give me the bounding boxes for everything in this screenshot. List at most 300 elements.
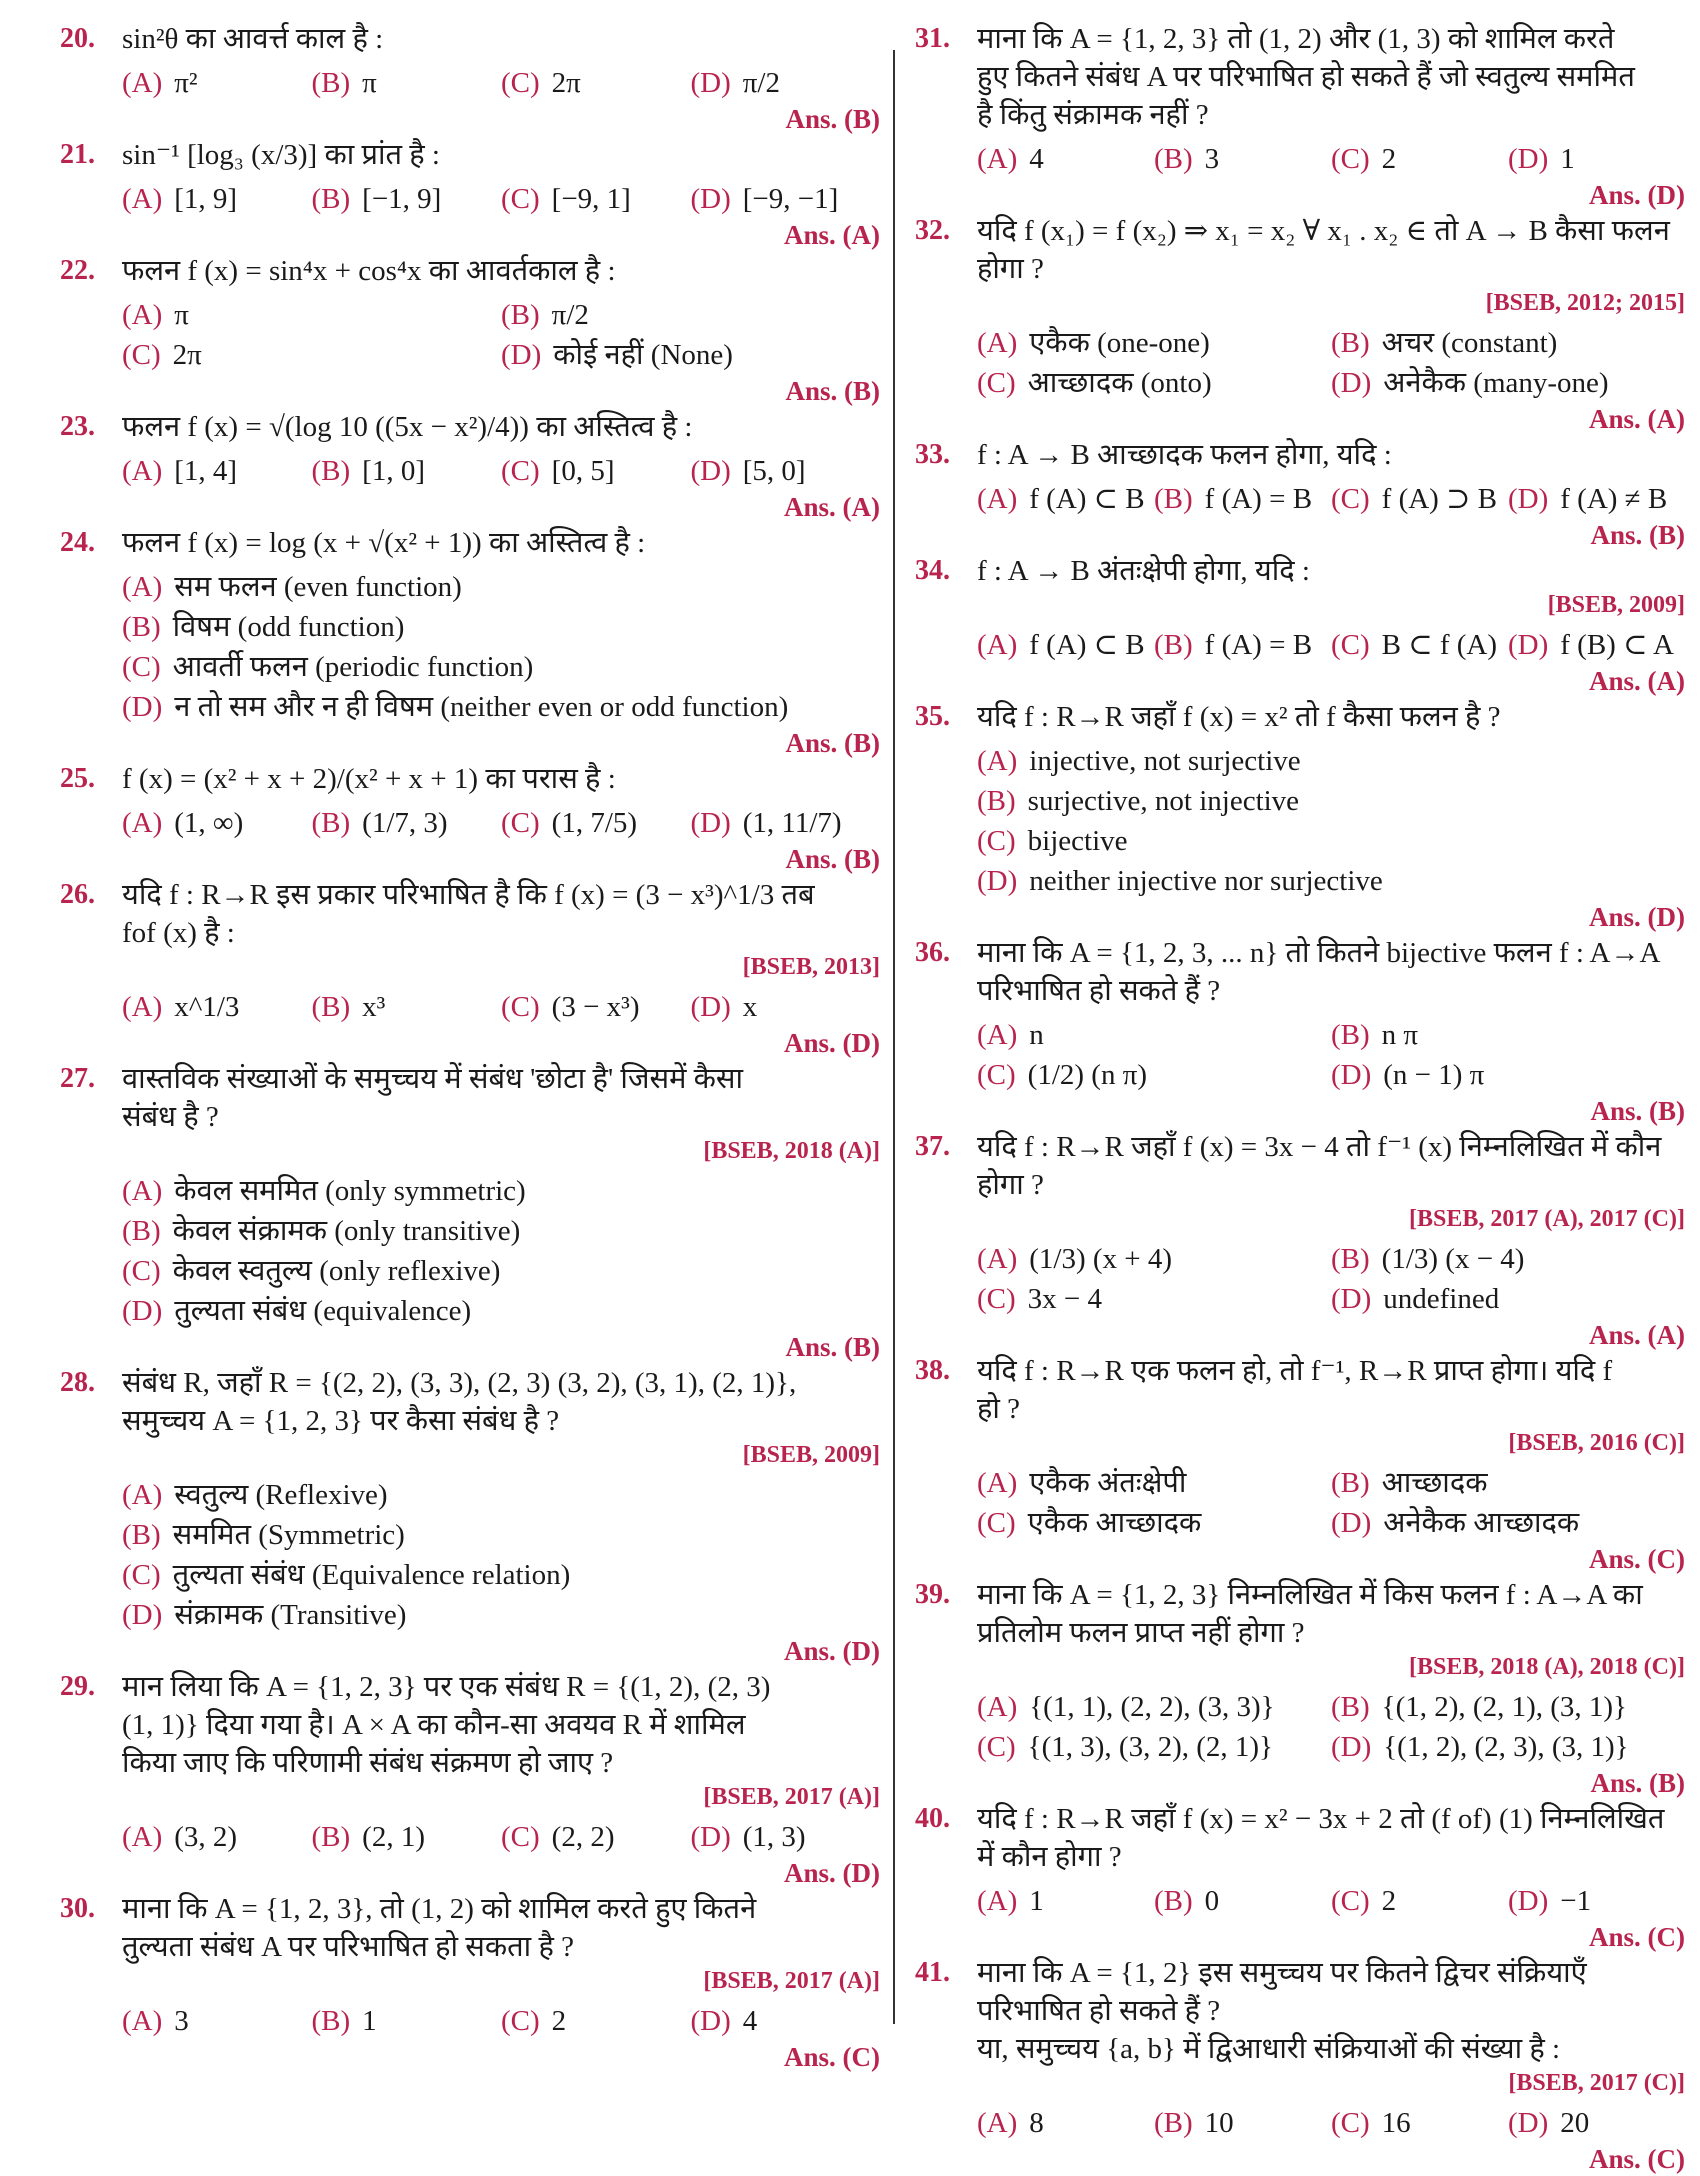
question-text: संबंध है ? bbox=[122, 1101, 219, 1133]
option-label: (C) bbox=[977, 1507, 1016, 1539]
option-text: 1 bbox=[1029, 1885, 1044, 1917]
option bbox=[122, 568, 880, 606]
option-text: तुल्यता संबंध (Equivalence relation) bbox=[172, 1559, 571, 1591]
question-text: यदि f : R→R जहाँ f (x) = 3x − 4 तो f⁻¹ (x) निम्नलिखित में कौन bbox=[977, 1131, 1662, 1163]
question-text: माना कि A = {1, 2, 3} निम्नलिखित में किस फलन f : A→A का bbox=[977, 1579, 1643, 1611]
option bbox=[1331, 1464, 1685, 1502]
question bbox=[915, 1352, 1685, 1576]
option-text: 1 bbox=[1560, 143, 1575, 175]
question-number: 23. bbox=[60, 411, 95, 442]
answer: Ans. (B) bbox=[785, 844, 880, 874]
option bbox=[1508, 140, 1685, 178]
option bbox=[1331, 324, 1685, 362]
option-text: π/2 bbox=[742, 67, 780, 99]
question-number: 32. bbox=[915, 215, 950, 246]
answer: Ans. (D) bbox=[1588, 180, 1685, 210]
option bbox=[1508, 2104, 1685, 2142]
option bbox=[501, 296, 880, 334]
option bbox=[501, 64, 691, 102]
option-text: 2 bbox=[551, 2005, 567, 2037]
question-text: वास्तविक संख्याओं के समुच्चय में संबंध 'छोटा है' जिसमें कैसा bbox=[122, 1063, 744, 1095]
option-text: π bbox=[174, 299, 189, 331]
option-label: (C) bbox=[1331, 1885, 1370, 1917]
question-number: 28. bbox=[60, 1367, 95, 1398]
option-label: (A) bbox=[122, 1479, 163, 1511]
option-label: (D) bbox=[1331, 367, 1372, 399]
question bbox=[60, 1060, 880, 1364]
question-text: प्रतिलोम फलन प्राप्त नहीं होगा ? bbox=[977, 1617, 1305, 1649]
option-text: {(1, 2), (2, 1), (3, 1)} bbox=[1381, 1691, 1627, 1723]
option-text: f (A) = B bbox=[1204, 483, 1313, 515]
option bbox=[122, 1252, 880, 1290]
question-number: 31. bbox=[915, 23, 950, 54]
question-text: माना कि A = {1, 2, 3} तो (1, 2) और (1, 3) को शामिल करते bbox=[977, 23, 1615, 55]
option-label: (A) bbox=[122, 67, 163, 99]
option bbox=[312, 452, 502, 490]
option-text: केवल सममित (only symmetric) bbox=[174, 1175, 526, 1207]
question-text: समुच्चय A = {1, 2, 3} पर कैसा संबंध है ? bbox=[122, 1405, 560, 1437]
option-text: π/2 bbox=[551, 299, 589, 331]
question-number: 36. bbox=[915, 937, 950, 968]
option-text: 0 bbox=[1204, 1885, 1220, 1917]
option-label: (A) bbox=[122, 299, 163, 331]
option-label: (D) bbox=[1508, 483, 1549, 515]
option-label: (A) bbox=[122, 571, 163, 603]
option-text: (1, 11/7) bbox=[742, 807, 842, 839]
option bbox=[1331, 1280, 1685, 1318]
option bbox=[977, 626, 1154, 664]
option-text: x³ bbox=[362, 991, 386, 1023]
question bbox=[60, 524, 880, 760]
option-text: [−9, −1] bbox=[742, 183, 839, 215]
option-label: (A) bbox=[122, 2005, 163, 2037]
question bbox=[915, 1576, 1685, 1800]
option-text: अनेकैक (many-one) bbox=[1383, 367, 1609, 399]
option-label: (B) bbox=[311, 183, 351, 215]
option-text: 2π bbox=[551, 67, 581, 99]
option-label: (C) bbox=[1331, 143, 1370, 175]
question bbox=[915, 212, 1685, 436]
option-label: (A) bbox=[977, 1691, 1018, 1723]
options bbox=[977, 1882, 1685, 1920]
question-text: (1, 1)} दिया गया है। A × A का कौन-सा अवयव R में शामिल bbox=[122, 1709, 746, 1741]
option-label: (B) bbox=[122, 611, 161, 643]
option-label: (B) bbox=[1154, 143, 1193, 175]
option bbox=[122, 1556, 880, 1594]
option bbox=[691, 64, 881, 102]
option bbox=[1331, 626, 1508, 664]
option-text: {(1, 3), (3, 2), (2, 1)} bbox=[1027, 1731, 1273, 1763]
option bbox=[312, 180, 502, 218]
question-text: फलन f (x) = √(log 10 ((5x − x²)/4)) का अस्तित्व है : bbox=[122, 411, 693, 443]
option-label: (B) bbox=[1331, 1467, 1370, 1499]
answer: Ans. (C) bbox=[783, 2042, 880, 2072]
option-text: (3, 2) bbox=[174, 1821, 238, 1853]
answer: Ans. (B) bbox=[1590, 1096, 1685, 1126]
option bbox=[977, 1056, 1331, 1094]
exam-source: [BSEB, 2017 (A), 2017 (C)] bbox=[1409, 1206, 1685, 1232]
question-text: मान लिया कि A = {1, 2, 3} पर एक संबंध R = {(1, 2), (2, 3) bbox=[122, 1671, 771, 1703]
option bbox=[1154, 2104, 1331, 2142]
option-label: (A) bbox=[977, 1019, 1018, 1051]
question-text: फलन f (x) = log (x + √(x² + 1)) का अस्तित्व है : bbox=[122, 527, 646, 559]
option-label: (C) bbox=[501, 807, 540, 839]
option-label: (C) bbox=[501, 1821, 540, 1853]
option-text: (1, ∞) bbox=[174, 807, 244, 839]
question-text: sin²θ का आवर्त्त काल है : bbox=[122, 23, 384, 55]
options bbox=[977, 1688, 1685, 1766]
option-text: {(1, 1), (2, 2), (3, 3)} bbox=[1029, 1691, 1275, 1723]
options bbox=[122, 804, 880, 842]
question-number: 38. bbox=[915, 1355, 950, 1386]
options bbox=[977, 1464, 1685, 1542]
option-label: (D) bbox=[1331, 1283, 1372, 1315]
option-text: कोई नहीं (None) bbox=[553, 339, 733, 371]
option bbox=[501, 804, 691, 842]
option-text: x^1/3 bbox=[174, 991, 240, 1023]
exam-source: [BSEB, 2016 (C)] bbox=[1508, 1430, 1685, 1456]
option-label: (B) bbox=[1154, 629, 1193, 661]
question-text: परिभाषित हो सकते हैं ? bbox=[977, 975, 1221, 1007]
option bbox=[122, 1516, 880, 1554]
question-number: 24. bbox=[60, 527, 95, 558]
option-label: (C) bbox=[501, 67, 540, 99]
option bbox=[977, 862, 1685, 900]
option-label: (C) bbox=[1331, 483, 1370, 515]
option-label: (C) bbox=[977, 1059, 1016, 1091]
option bbox=[122, 64, 312, 102]
option bbox=[122, 804, 312, 842]
question bbox=[915, 1954, 1685, 2176]
option-label: (D) bbox=[1331, 1507, 1372, 1539]
option-label: (A) bbox=[977, 1467, 1018, 1499]
option-label: (A) bbox=[122, 1175, 163, 1207]
option-label: (D) bbox=[690, 183, 731, 215]
options bbox=[977, 742, 1685, 900]
options bbox=[122, 1172, 880, 1330]
option-text: (1/2) (n π) bbox=[1027, 1059, 1147, 1091]
answer: Ans. (D) bbox=[1588, 902, 1685, 932]
question bbox=[60, 20, 880, 136]
question-text: यदि f (x₁) = f (x₂) ⇒ x₁ = x₂ ∀ x₁ . x₂ ∈ तो A → B कैसा फलन bbox=[977, 215, 1670, 247]
option bbox=[977, 1882, 1154, 1920]
option-label: (B) bbox=[311, 991, 351, 1023]
option bbox=[122, 296, 501, 334]
option-label: (C) bbox=[977, 1731, 1016, 1763]
column-divider bbox=[893, 50, 895, 2024]
option-text: 3 bbox=[174, 2005, 189, 2037]
options bbox=[977, 2104, 1685, 2142]
option-label: (D) bbox=[1331, 1059, 1372, 1091]
option-label: (D) bbox=[1331, 1731, 1372, 1763]
answer: Ans. (D) bbox=[783, 1028, 880, 1058]
option-label: (C) bbox=[501, 183, 540, 215]
option-text: −1 bbox=[1560, 1885, 1592, 1917]
option bbox=[122, 336, 501, 374]
question bbox=[60, 760, 880, 876]
option bbox=[1154, 140, 1331, 178]
exam-source: [BSEB, 2017 (A)] bbox=[703, 1784, 880, 1810]
option-label: (D) bbox=[122, 1295, 163, 1327]
option-label: (C) bbox=[501, 991, 540, 1023]
option bbox=[312, 2002, 502, 2040]
option-text: 10 bbox=[1204, 2107, 1234, 2139]
option-text: 20 bbox=[1560, 2107, 1590, 2139]
option-text: (3 − x³) bbox=[551, 991, 640, 1023]
option-text: 2 bbox=[1381, 1885, 1397, 1917]
option-label: (C) bbox=[977, 1283, 1016, 1315]
option-label: (A) bbox=[977, 327, 1018, 359]
option-label: (B) bbox=[311, 1821, 351, 1853]
option-label: (B) bbox=[311, 67, 351, 99]
option-label: (A) bbox=[977, 143, 1018, 175]
option bbox=[122, 1212, 880, 1250]
option-text: केवल संक्रामक (only transitive) bbox=[172, 1215, 521, 1247]
option-text: अचर (constant) bbox=[1381, 327, 1558, 359]
option bbox=[122, 2002, 312, 2040]
question bbox=[60, 136, 880, 252]
options bbox=[977, 324, 1685, 402]
option-text: f (A) ⊂ B bbox=[1029, 629, 1145, 661]
question bbox=[915, 1800, 1685, 1954]
question bbox=[915, 698, 1685, 934]
question-number: 30. bbox=[60, 1893, 95, 1924]
question-text: fof (x) है : bbox=[122, 917, 235, 949]
option-label: (C) bbox=[122, 1559, 161, 1591]
option-text: [−1, 9] bbox=[362, 183, 442, 215]
option-text: neither injective nor surjective bbox=[1029, 865, 1383, 897]
answer: Ans. (A) bbox=[1588, 404, 1685, 434]
option-text: (n − 1) π bbox=[1383, 1059, 1485, 1091]
question-number: 22. bbox=[60, 255, 95, 286]
option bbox=[122, 180, 312, 218]
question-number: 39. bbox=[915, 1579, 950, 1610]
options bbox=[977, 1240, 1685, 1318]
options bbox=[122, 64, 880, 102]
option-label: (D) bbox=[1508, 2107, 1549, 2139]
answer: Ans. (B) bbox=[1590, 1768, 1685, 1798]
option bbox=[122, 1596, 880, 1634]
option-label: (B) bbox=[1331, 327, 1370, 359]
question bbox=[60, 408, 880, 524]
options bbox=[122, 452, 880, 490]
option-text: स्वतुल्य (Reflexive) bbox=[174, 1479, 388, 1511]
question-number: 29. bbox=[60, 1671, 95, 1702]
option-label: (A) bbox=[122, 807, 163, 839]
option-text: undefined bbox=[1383, 1283, 1500, 1315]
option bbox=[691, 1818, 881, 1856]
option-label: (A) bbox=[977, 1885, 1018, 1917]
option-text: संक्रामक (Transitive) bbox=[174, 1599, 407, 1631]
option bbox=[501, 1818, 691, 1856]
option-label: (D) bbox=[501, 339, 542, 371]
option-text: (1, 7/5) bbox=[551, 807, 638, 839]
option-text: 3 bbox=[1204, 143, 1220, 175]
question-text: यदि f : R→R इस प्रकार परिभाषित है कि f (x) = (3 − x³)^1/3 तब bbox=[122, 879, 815, 911]
option-text: (1/3) (x + 4) bbox=[1029, 1243, 1173, 1275]
options bbox=[122, 568, 880, 726]
option-label: (C) bbox=[501, 455, 540, 487]
option-text: एकैक (one-one) bbox=[1029, 327, 1210, 359]
option-label: (A) bbox=[122, 991, 163, 1023]
option-label: (A) bbox=[122, 183, 163, 215]
question-text: में कौन होगा ? bbox=[977, 1841, 1122, 1873]
options bbox=[977, 480, 1685, 518]
option-text: (1, 3) bbox=[742, 1821, 806, 1853]
options bbox=[122, 2002, 880, 2040]
question bbox=[60, 876, 880, 1060]
option-label: (A) bbox=[977, 483, 1018, 515]
question-number: 35. bbox=[915, 701, 950, 732]
option-label: (B) bbox=[1331, 1691, 1370, 1723]
option-label: (C) bbox=[122, 651, 161, 683]
option-text: आवर्ती फलन (periodic function) bbox=[172, 651, 534, 683]
question-number: 37. bbox=[915, 1131, 950, 1162]
answer: Ans. (C) bbox=[1588, 2144, 1685, 2174]
question-text: या, समुच्चय {a, b} में द्विआधारी संक्रियाओं की संख्या है : bbox=[977, 2033, 1561, 2065]
option bbox=[977, 782, 1685, 820]
option-label: (B) bbox=[1331, 1243, 1370, 1275]
option bbox=[122, 1292, 880, 1330]
option-text: (2, 2) bbox=[551, 1821, 615, 1853]
option-text: आच्छादक (onto) bbox=[1027, 367, 1212, 399]
option bbox=[501, 452, 691, 490]
question bbox=[60, 1668, 880, 1890]
option-text: n π bbox=[1381, 1019, 1419, 1051]
option bbox=[977, 324, 1331, 362]
option bbox=[977, 140, 1154, 178]
option bbox=[1331, 2104, 1508, 2142]
answer: Ans. (A) bbox=[1588, 1320, 1685, 1350]
option-text: 4 bbox=[1029, 143, 1044, 175]
question bbox=[60, 1364, 880, 1668]
question-text: माना कि A = {1, 2, 3}, तो (1, 2) को शामिल करते हुए कितने bbox=[122, 1893, 757, 1925]
question-number: 20. bbox=[60, 23, 95, 54]
option-text: न तो सम और न ही विषम (neither even or odd function) bbox=[174, 691, 789, 723]
question-number: 26. bbox=[60, 879, 95, 910]
question-text: परिभाषित हो सकते हैं ? bbox=[977, 1995, 1221, 2027]
option-text: (1/7, 3) bbox=[362, 807, 448, 839]
question-text: f (x) = (x² + x + 2)/(x² + x + 1) का परास है : bbox=[122, 763, 616, 795]
answer: Ans. (A) bbox=[1588, 666, 1685, 696]
option bbox=[977, 2104, 1154, 2142]
option bbox=[691, 988, 881, 1026]
option-label: (B) bbox=[311, 2005, 351, 2037]
option-label: (B) bbox=[311, 807, 351, 839]
exam-source: [BSEB, 2013] bbox=[742, 954, 880, 980]
question bbox=[915, 20, 1685, 212]
answer: Ans. (A) bbox=[783, 220, 880, 250]
option bbox=[977, 1240, 1331, 1278]
option-text: (1/3) (x − 4) bbox=[1381, 1243, 1525, 1275]
option bbox=[691, 2002, 881, 2040]
option bbox=[691, 180, 881, 218]
question-text: माना कि A = {1, 2} इस समुच्चय पर कितने द्विचर संक्रियाएँ bbox=[977, 1957, 1587, 1989]
option-label: (B) bbox=[1154, 483, 1193, 515]
option bbox=[977, 742, 1685, 780]
question-number: 25. bbox=[60, 763, 95, 794]
option-label: (B) bbox=[311, 455, 351, 487]
question-text: माना कि A = {1, 2, 3, ... n} तो कितने bijective फलन f : A→A bbox=[977, 937, 1661, 969]
question bbox=[915, 552, 1685, 698]
option bbox=[1331, 1728, 1685, 1766]
question-text: sin⁻¹ [log₃ (x/3)] का प्रांत है : bbox=[122, 139, 440, 171]
option bbox=[122, 452, 312, 490]
answer: Ans. (B) bbox=[785, 1332, 880, 1362]
option-text: 16 bbox=[1381, 2107, 1411, 2139]
option-text: एकैक आच्छादक bbox=[1027, 1507, 1202, 1539]
option bbox=[122, 1172, 880, 1210]
option-text: f (A) = B bbox=[1204, 629, 1313, 661]
exam-source: [BSEB, 2012; 2015] bbox=[1485, 290, 1685, 316]
option-text: surjective, not injective bbox=[1027, 785, 1300, 817]
option-label: (D) bbox=[1508, 629, 1549, 661]
option-text: [1, 0] bbox=[362, 455, 425, 487]
option-label: (C) bbox=[122, 1255, 161, 1287]
option bbox=[1508, 1882, 1685, 1920]
exam-source: [BSEB, 2009] bbox=[1547, 592, 1685, 618]
options bbox=[122, 296, 880, 374]
option bbox=[1508, 626, 1685, 664]
question bbox=[915, 934, 1685, 1128]
option-text: सममित (Symmetric) bbox=[172, 1519, 405, 1551]
question-text: यदि f : R→R जहाँ f (x) = x² − 3x + 2 तो (f of) (1) निम्नलिखित bbox=[977, 1803, 1665, 1835]
option-label: (B) bbox=[1154, 2107, 1193, 2139]
question-number: 21. bbox=[60, 139, 95, 170]
option-text: अनेकैक आच्छादक bbox=[1383, 1507, 1580, 1539]
option-text: {(1, 2), (2, 3), (3, 1)} bbox=[1383, 1731, 1629, 1763]
option bbox=[501, 336, 880, 374]
option bbox=[977, 1504, 1331, 1542]
option-label: (B) bbox=[1154, 1885, 1193, 1917]
exam-source: [BSEB, 2009] bbox=[742, 1442, 880, 1468]
option-label: (D) bbox=[1508, 1885, 1549, 1917]
question-number: 33. bbox=[915, 439, 950, 470]
question-text: f : A → B आच्छादक फलन होगा, यदि : bbox=[977, 439, 1392, 471]
option-label: (D) bbox=[690, 67, 731, 99]
answer: Ans. (A) bbox=[783, 492, 880, 522]
option bbox=[1331, 1688, 1685, 1726]
option bbox=[977, 1728, 1331, 1766]
answer: Ans. (B) bbox=[785, 104, 880, 134]
question-text: संबंध R, जहाँ R = {(2, 2), (3, 3), (2, 3) (3, 2), (3, 1), (2, 1)}, bbox=[122, 1367, 797, 1399]
question-text: होगा ? bbox=[977, 1169, 1044, 1201]
option bbox=[122, 608, 880, 646]
option-text: [0, 5] bbox=[551, 455, 615, 487]
option bbox=[977, 1016, 1331, 1054]
option-label: (D) bbox=[690, 991, 731, 1023]
options bbox=[122, 180, 880, 218]
option-label: (C) bbox=[1331, 2107, 1370, 2139]
option-text: bijective bbox=[1027, 825, 1128, 857]
option bbox=[1331, 1504, 1685, 1542]
option-text: f (A) ⊂ B bbox=[1029, 483, 1145, 515]
option-text: आच्छादक bbox=[1381, 1467, 1488, 1499]
option-label: (C) bbox=[501, 2005, 540, 2037]
option bbox=[691, 452, 881, 490]
option bbox=[1331, 480, 1508, 518]
option-text: f (B) ⊂ A bbox=[1560, 629, 1674, 661]
option-label: (C) bbox=[977, 367, 1016, 399]
option bbox=[977, 1688, 1331, 1726]
option-text: [1, 4] bbox=[174, 455, 238, 487]
option bbox=[1508, 480, 1685, 518]
option-label: (D) bbox=[690, 455, 731, 487]
option-text: 2 bbox=[1381, 143, 1397, 175]
option bbox=[501, 2002, 691, 2040]
answer: Ans. (B) bbox=[785, 376, 880, 406]
option-text: एकैक अंतःक्षेपी bbox=[1029, 1467, 1187, 1499]
